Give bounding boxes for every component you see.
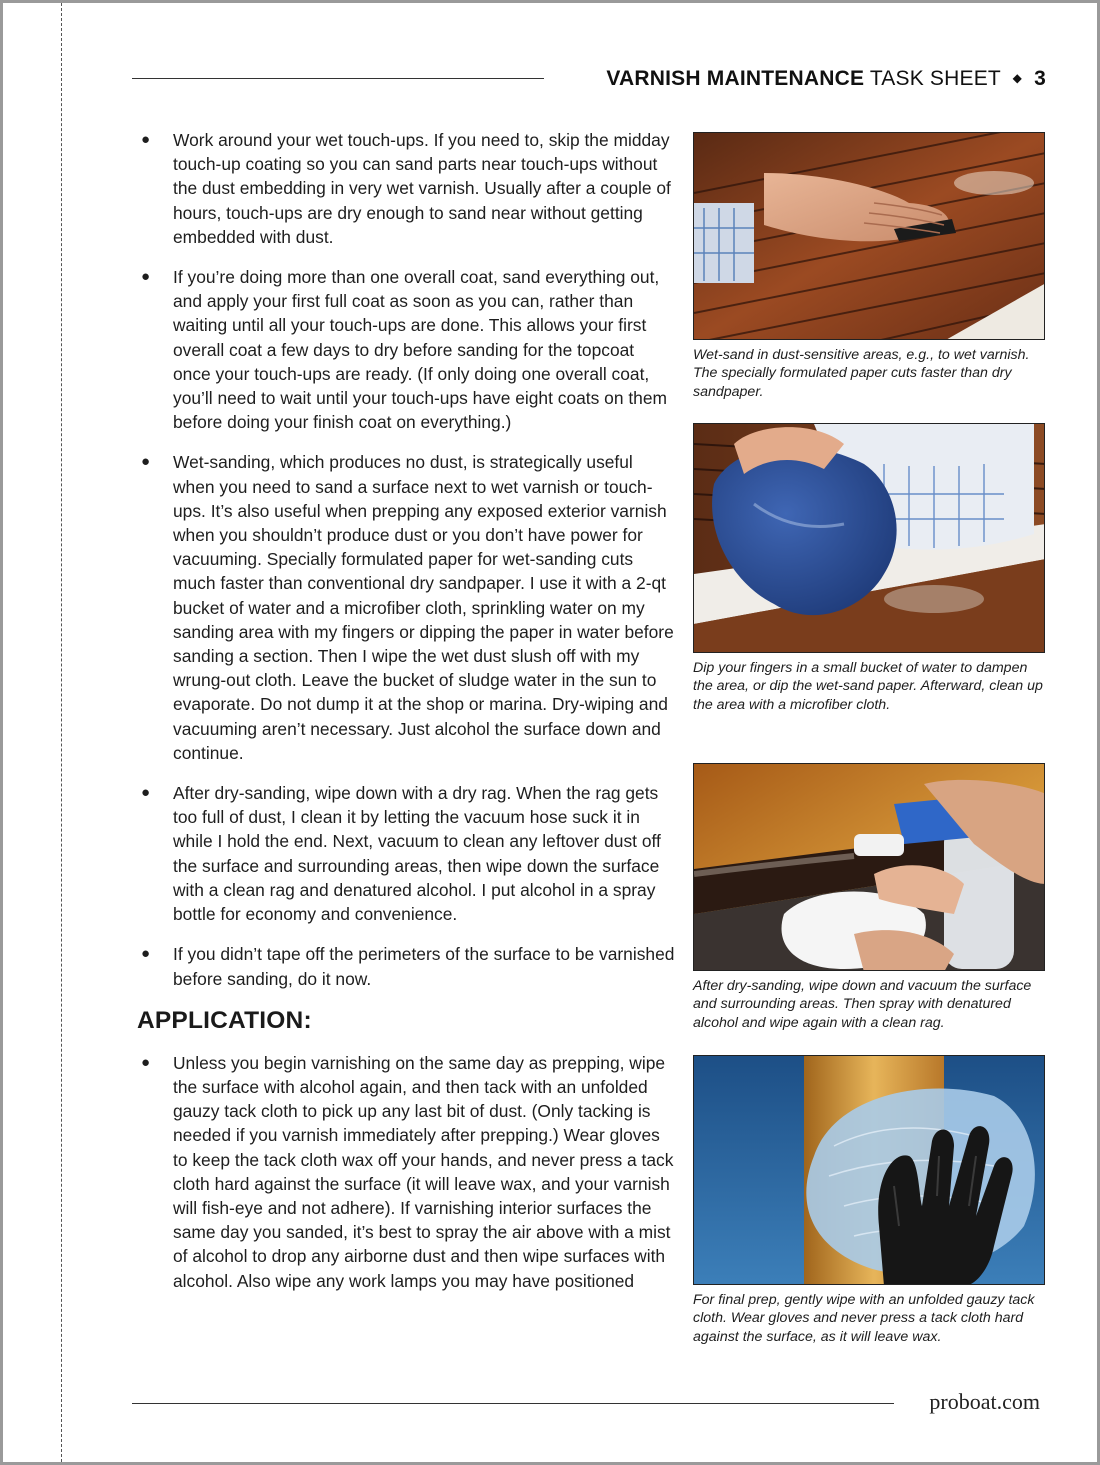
bullet-icon: ● bbox=[141, 945, 151, 963]
bullet-icon: ● bbox=[141, 131, 151, 148]
bullet-text: After dry-sanding, wipe down with a dry rag. When the rag gets too full of dust, I clean it by letting the vacuum hose suck it in while I hold the end. Next, vacuum to clean any leftover dust off the surface and surrounding areas, then wipe down the surface with a clean rag and denatured alcohol. I put alcohol in a spray bottle for economy and convenience. bbox=[173, 783, 661, 925]
figure-caption: Dip your fingers in a small bucket of water to dampen the area, or dip the wet-sand paper. Afterward, clean up the area with a microfiber cloth. bbox=[693, 660, 1043, 713]
bullet-list-application bbox=[137, 1051, 675, 1293]
figure-wet-sanding bbox=[693, 132, 1045, 401]
main-text-column bbox=[137, 128, 675, 1309]
bullet-item bbox=[137, 265, 675, 434]
bullet-text: If you didn’t tape off the perimeters of the surface to be varnished before sanding, do it now. bbox=[173, 944, 675, 989]
bullet-text: Wet-sanding, which produces no dust, is strategically useful when you need to sand a surface next to wet varnish or touch-ups. It’s also useful when prepping any exposed exterior varnish when you shouldn’t produce dust or you don’t have power for vacuuming. Specially formulated paper for wet-sanding cuts much faster than conventional dry sandpaper. I use it with a 2-qt bucket of water and a microfiber cloth, sprinkling water on my sanding area with my fingers or dipping the paper in water before sanding a section. Then I wipe the wet dust slush off with my wrung-out cloth. Leave the bucket of sludge water in the sun to evaporate. Do not dump it at the shop or marina. Dry-wiping and vacuuming aren’t necessary. Just alcohol the surface down and continue. bbox=[173, 452, 674, 763]
bullet-item bbox=[137, 128, 675, 249]
bullet-item bbox=[137, 450, 675, 765]
figure-tack-cloth bbox=[693, 1055, 1045, 1346]
photo-tack-cloth bbox=[693, 1055, 1045, 1285]
bullet-icon: ● bbox=[141, 268, 151, 286]
bullet-text: Work around your wet touch-ups. If you need to, skip the midday touch-up coating so you can sand parts near touch-ups without the dust embedding in very wet varnish. Usually after a couple of hours, touch-ups are dry enough to sand near without getting embedded with dust. bbox=[173, 130, 671, 247]
bullet-icon: ● bbox=[141, 1053, 151, 1071]
spray-bottle-image bbox=[694, 764, 1045, 971]
figure-caption: Wet-sand in dust-sensitive areas, e.g., to wet varnish. The specially formulated paper cuts faster than dry sandpaper. bbox=[693, 347, 1030, 400]
microfiber-cloth-image bbox=[694, 424, 1045, 653]
figure-caption: For final prep, gently wipe with an unfolded gauzy tack cloth. Wear gloves and never press a tack cloth hard against the surface, as it will leave wax. bbox=[693, 1292, 1035, 1345]
page-margin-line bbox=[61, 3, 62, 1462]
header-separator: ◆ bbox=[1012, 71, 1023, 85]
footer-rule bbox=[132, 1403, 894, 1404]
bullet-item bbox=[137, 942, 675, 990]
bullet-item bbox=[137, 781, 675, 926]
header-rule bbox=[132, 78, 544, 79]
bullet-icon: ● bbox=[141, 453, 151, 471]
page-header bbox=[606, 67, 1046, 91]
header-title-rest: TASK SHEET bbox=[869, 67, 1001, 90]
section-title-application: APPLICATION: bbox=[137, 1006, 312, 1034]
bullet-icon: ● bbox=[141, 784, 151, 802]
footer-url: proboat.com bbox=[929, 1389, 1040, 1414]
bullet-list-prep bbox=[137, 128, 675, 991]
tack-cloth-image bbox=[694, 1056, 1045, 1285]
bullet-item bbox=[137, 1051, 675, 1293]
figure-microfiber-cloth bbox=[693, 423, 1045, 714]
bullet-text: Unless you begin varnishing on the same day as prepping, wipe the surface with alcohol again, and then tack with an unfolded gauzy tack cloth to pick up any last bit of dust. (Only tacking is needed if you varnish immediately after prepping.) Wear gloves to keep the tack cloth wax off your hands, and never press a tack cloth hard against the surface (it will leave wax, and your varnish will fish-eye and not adhere). If varnishing interior surfaces the same day you sanded, it’s best to spray the air above with a mist of alcohol to drop any airborne dust and then wipe surfaces with alcohol. Also wipe any work lamps you may have positioned bbox=[173, 1052, 674, 1291]
page-number: 3 bbox=[1034, 67, 1046, 90]
figure-spray-bottle bbox=[693, 763, 1045, 1032]
photo-spray-bottle bbox=[693, 763, 1045, 971]
photo-microfiber-cloth bbox=[693, 423, 1045, 653]
figure-caption: After dry-sanding, wipe down and vacuum the surface and surrounding areas. Then spray with denatured alcohol and wipe again with a clean rag. bbox=[693, 978, 1032, 1031]
photo-wet-sanding bbox=[693, 132, 1045, 340]
document-page bbox=[3, 3, 1097, 1462]
header-title-bold: VARNISH MAINTENANCE bbox=[606, 67, 865, 90]
bullet-text: If you’re doing more than one overall coat, sand everything out, and apply your first full coat as soon as you can, rather than waiting until all your touch-ups are done. This allows your first overall coat a few days to dry before sanding for the topcoat once your touch-ups are ready. (If only doing one overall coat, you’ll need to wait until your touch-ups have eight coats on them before doing your finish coat on everything.) bbox=[173, 267, 667, 433]
wet-sanding-image bbox=[694, 133, 1045, 340]
